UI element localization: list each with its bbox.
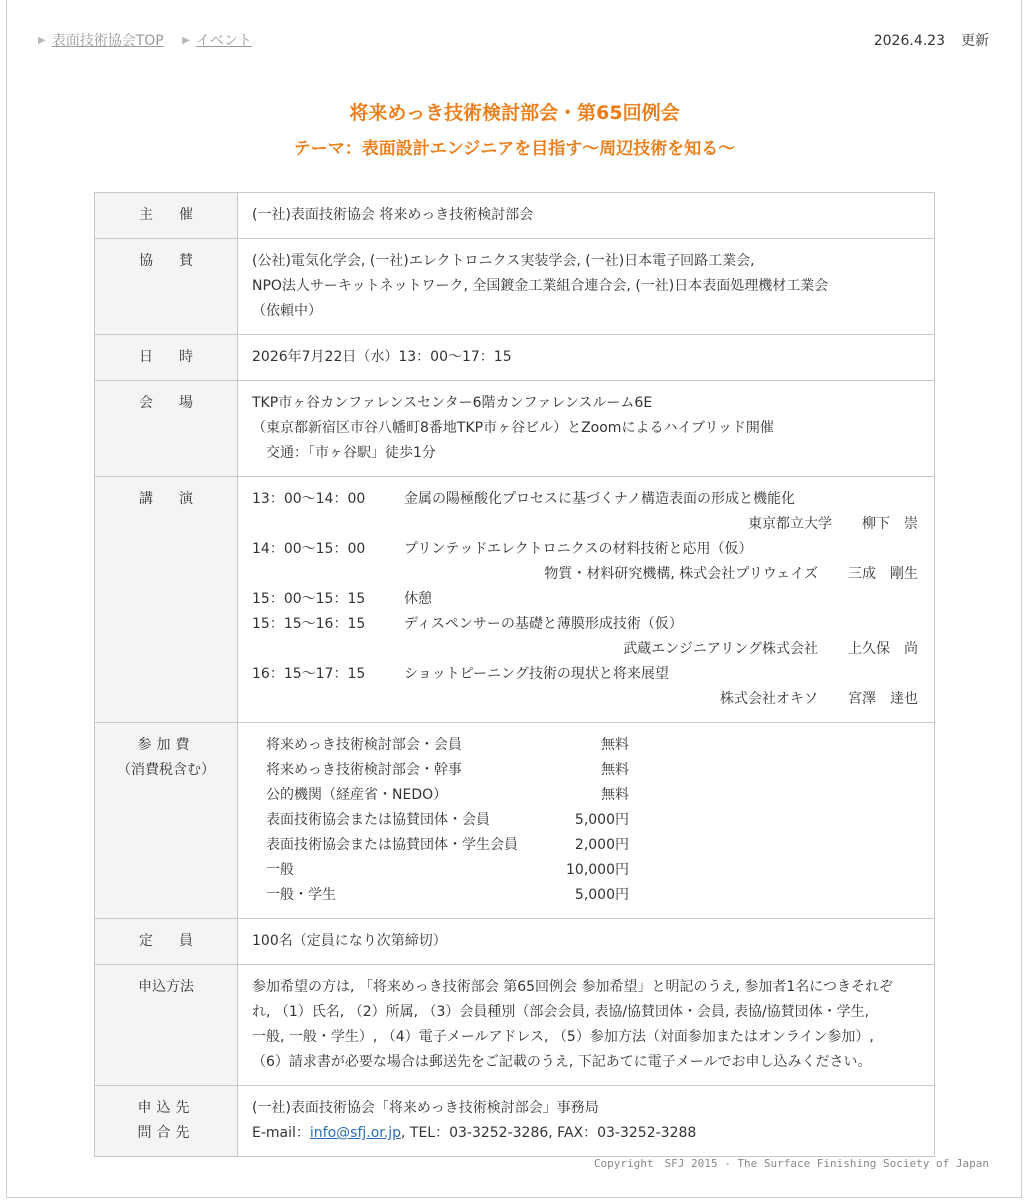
cosponsor-line: NPO法人サーキットネットワーク, 全国鍍金工業組合連合会, (一社)日本表面処理機材工業会 [252,278,829,294]
venue-address: （東京都新宿区市谷八幡町8番地TKP市ヶ谷ビル）とZoomによるハイブリッド開催 [252,420,774,436]
lecture-time: 15：15〜16：15 [252,616,366,632]
speaker-name: 上久保 尚 [848,641,918,657]
contact-details [252,1121,920,1146]
lecture-item [252,537,920,562]
lecture-title: 休憩 [404,591,432,607]
fee-category: 公的機関（経産省・NEDO） [266,787,448,803]
triangle-right-icon: ▶ [182,34,190,46]
lecture-item [252,487,920,512]
lecture-speaker-line [252,637,920,662]
contact-office: (一社)表面技術協会「将来めっき技術検討部会」事務局 [252,1100,599,1116]
fee-item [252,883,920,908]
speaker-affiliation: 株式会社オキソ [720,691,818,707]
footer-copyright: Copyright SFJ 2015 - The Surface Finishing Society of Japan [593,1157,989,1170]
fee-category: 将来めっき技術検討部会・幹事 [266,762,462,778]
lecture-time: 15：00〜15：15 [252,591,366,607]
lecture-title: ディスペンサーの基礎と薄膜形成技術（仮） [404,616,683,632]
fees-label-sub: （消費税含む） [117,762,215,778]
updated-label: 更新 [961,33,989,49]
email-link[interactable]: info@sfj.or.jp [309,1125,401,1141]
row-lectures [95,477,935,723]
fee-category: 将来めっき技術検討部会・会員 [266,737,462,753]
value-fees [238,723,935,919]
fees-label: 参加費 [137,737,195,753]
fee-item [252,858,920,883]
value-contact [238,1086,935,1157]
fee-amount: 5,000円 [574,812,629,828]
lecture-title: ショットピーニング技術の現状と将来展望 [404,666,669,682]
value-datetime: 2026年7月22日（水）13：00〜17：15 [238,335,935,381]
application-line: 参加希望の方は, 「将来めっき技術部会 第65回例会 参加希望」と明記のうえ, 参加者1名につきそれぞ [252,979,894,995]
fee-amount: 5,000円 [574,887,629,903]
lecture-time: 16：15〜17：15 [252,666,366,682]
fee-category: 一般 [266,862,294,878]
lecture-item [252,662,920,687]
label-fees [95,723,238,919]
nav-item-events[interactable] [182,30,252,50]
speaker-affiliation: 東京都立大学 [748,516,832,532]
lecture-item [252,587,920,612]
cosponsor-line: (公社)電気化学会, (一社)エレクトロニクス実装学会, (一社)日本電子回路工業会, [252,253,755,269]
lecture-speaker-line [252,512,920,537]
lecture-title: プリンテッドエレクトロニクスの材料技術と応用（仮） [404,541,753,557]
row-cosponsor [95,239,935,335]
nav-item-top[interactable] [38,30,164,50]
cosponsor-line: （依頼中） [252,303,322,319]
row-application [95,965,935,1086]
lecture-time: 14：00〜15：00 [252,541,366,557]
phone-fax: , TEL：03-3252-3286, FAX：03-3252-3288 [401,1125,697,1141]
label-contact [95,1086,238,1157]
application-line: れ, （1）氏名, （2）所属, （3）会員種別（部会会員, 表協/協賛団体・会員, 表協/協賛団体・学生, [252,1004,870,1020]
nav-link-top[interactable]: 表面技術協会TOP [51,33,164,49]
fee-item [252,783,920,808]
speaker-name: 三成 剛生 [848,566,918,582]
value-lectures [238,477,935,723]
label-lectures: 講演 [95,477,238,723]
updated-date: 2026.4.23 [873,33,945,49]
triangle-right-icon: ▶ [38,34,46,46]
value-organizer: (一社)表面技術協会 将来めっき技術検討部会 [238,193,935,239]
value-application [238,965,935,1086]
contact-label-apply: 申込先 [137,1100,195,1116]
fee-amount: 無料 [601,737,629,753]
fee-amount: 2,000円 [574,837,629,853]
page-subtitle: テーマ：表面設計エンジニアを目指す〜周辺技術を知る〜 [293,139,736,159]
fee-amount: 10,000円 [566,862,629,878]
fee-item [252,733,920,758]
fee-category: 表面技術協会または協賛団体・会員 [266,812,490,828]
fee-amount: 無料 [601,762,629,778]
row-capacity [95,919,935,965]
breadcrumb-nav [38,30,266,50]
label-datetime: 日時 [95,335,238,381]
value-capacity: 100名（定員になり次第締切） [238,919,935,965]
application-line: 一般, 一般・学生）, （4）電子メールアドレス, （5）参加方法（対面参加またはオンライン参加）, [252,1029,874,1045]
fee-amount: 無料 [601,787,629,803]
application-line: （6）請求書が必要な場合は郵送先をご記載のうえ, 下記あてに電子メールでお申し込みください。 [252,1054,872,1070]
contact-label-inquiry: 問合先 [137,1125,195,1141]
label-venue: 会場 [95,381,238,477]
speaker-affiliation: 武蔵エンジニアリング株式会社 [623,641,818,657]
speaker-name: 柳下 崇 [862,516,918,532]
lecture-speaker-line [252,687,920,712]
value-cosponsor [238,239,935,335]
row-fees [95,723,935,919]
venue-name: TKP市ヶ谷カンファレンスセンター6階カンファレンスルーム6E [252,395,653,411]
lecture-title: 金属の陽極酸化プロセスに基づくナノ構造表面の形成と機能化 [404,491,796,507]
lecture-time: 13：00〜14：00 [252,491,366,507]
value-venue [238,381,935,477]
label-organizer: 主催 [95,193,238,239]
label-cosponsor: 協賛 [95,239,238,335]
row-datetime [95,335,935,381]
page-title: 将来めっき技術検討部会・第65回例会 [349,102,680,124]
updated-info [874,30,989,50]
fee-category: 一般・学生 [266,887,336,903]
row-organizer [95,193,935,239]
lecture-speaker-line [252,562,920,587]
fee-item [252,758,920,783]
nav-link-events[interactable]: イベント [195,33,252,49]
speaker-affiliation: 物質・材料研究機構, 株式会社プリウェイズ [544,566,818,582]
fee-category: 表面技術協会または協賛団体・学生会員 [266,837,518,853]
event-info-table [94,192,935,1157]
speaker-name: 宮澤 達也 [848,691,918,707]
row-venue [95,381,935,477]
venue-access: 交通：「市ヶ谷駅」徒歩1分 [266,445,436,461]
fee-item [252,808,920,833]
fee-item [252,833,920,858]
row-contact [95,1086,935,1157]
label-capacity: 定員 [95,919,238,965]
lecture-item [252,612,920,637]
label-application: 申込方法 [95,965,238,1086]
email-prefix: E-mail： [252,1125,310,1141]
